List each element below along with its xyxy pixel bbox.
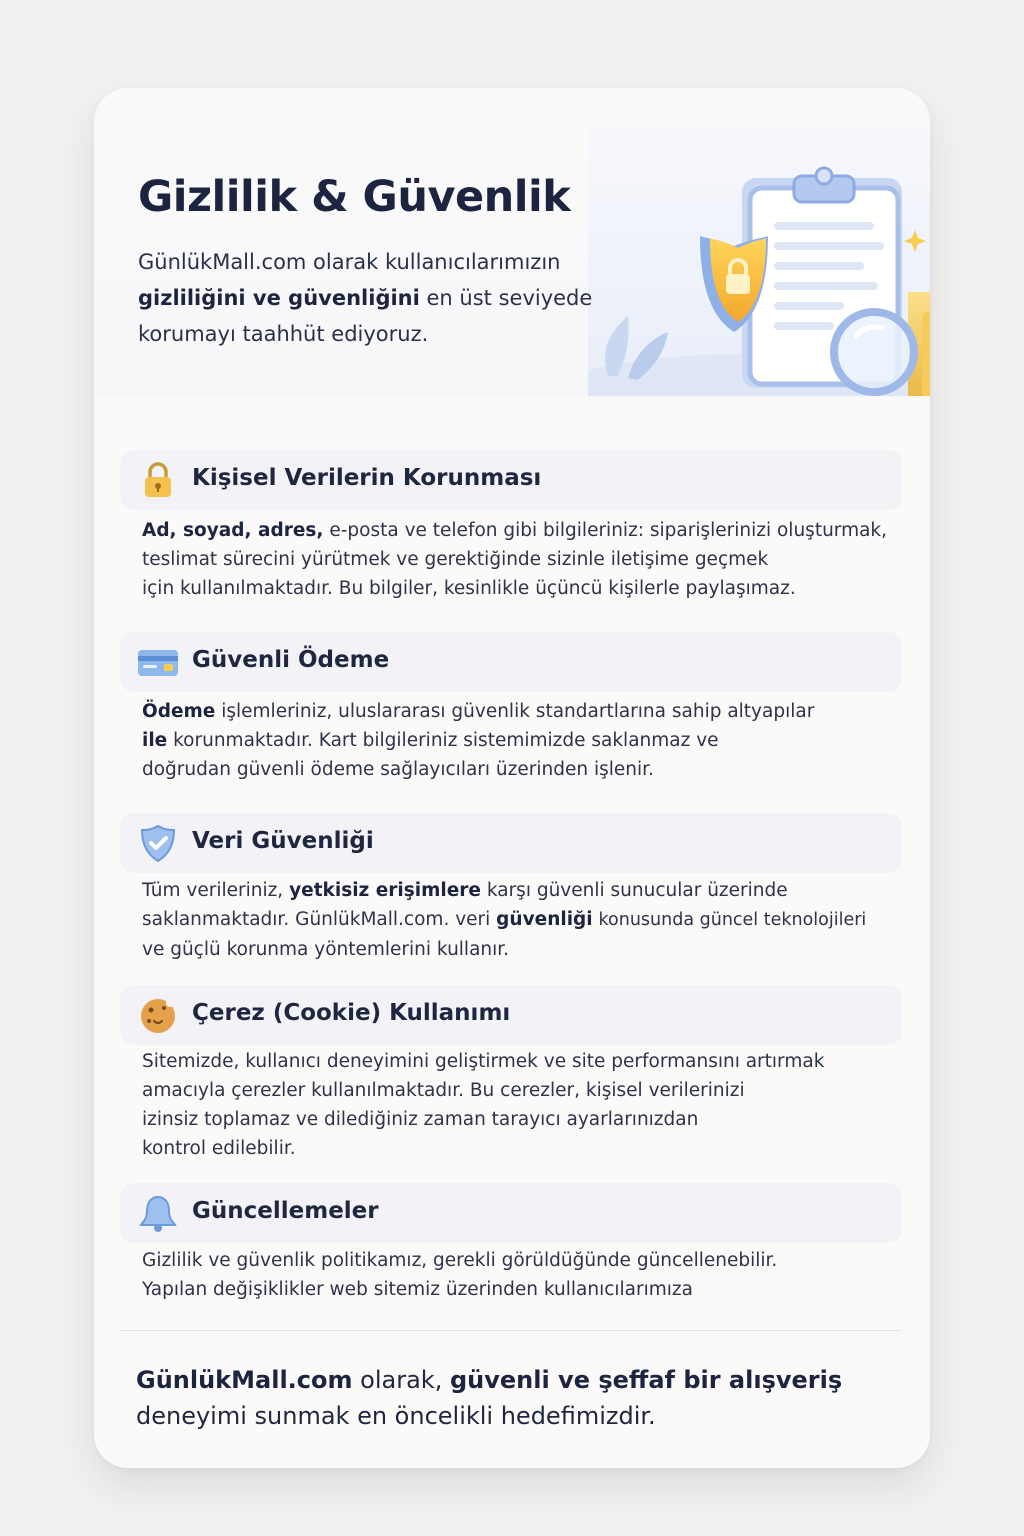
section-heading: Kişisel Verilerin Korunması xyxy=(192,465,542,491)
shield-check-icon xyxy=(136,823,180,863)
clipboard-security-illustration xyxy=(588,126,930,396)
section-heading: Güvenli Ödeme xyxy=(192,647,390,673)
body-line: ve güçlü korunma yöntemlerini kullanır. xyxy=(142,939,510,960)
page-title: Gizlilik & Güvenlik xyxy=(138,172,571,222)
intro-line-3: korumayı taahhüt ediyoruz. xyxy=(138,322,429,346)
section-body-personal-data xyxy=(142,516,912,603)
section-body-data-security xyxy=(142,876,912,964)
footer-divider xyxy=(120,1330,902,1331)
body-text: saklanmaktadır. GünlükMall.com. veri xyxy=(142,909,491,930)
body-line: için kullanılmaktadır. Bu bilgiler, kesinlikle üçüncü kişilerle paylaşımaz. xyxy=(142,578,796,599)
bold-text: yetkisiz erişimlere xyxy=(289,880,481,901)
section-heading: Güncellemeler xyxy=(192,1198,379,1224)
body-line: doğrudan güvenli ödeme sağlayıcıları üzerinden işlenir. xyxy=(142,759,654,780)
footer-line-2: deneyimi sunmak en öncelikli hedefimizdir. xyxy=(136,1402,656,1430)
body-line xyxy=(142,876,912,905)
body-line: Yapılan değişiklikler web sitemiz üzerinden kullanıcılarımıza xyxy=(142,1279,693,1300)
section-header-secure-payment xyxy=(120,632,902,692)
body-line xyxy=(142,905,912,935)
body-text: e-posta ve telefon gibi bilgileriniz: siparişlerinizi oluşturmak, xyxy=(329,520,888,541)
intro-rest: en üst seviyede xyxy=(426,286,593,310)
footer-bold: güvenli ve şeffaf bir alışveriş xyxy=(449,1366,843,1394)
bell-icon xyxy=(136,1193,180,1233)
body-line: kontrol edilebilir. xyxy=(142,1138,296,1159)
footer-line-1 xyxy=(136,1362,896,1398)
body-text: Tüm verileriniz, xyxy=(142,880,284,901)
body-text: konusunda güncel teknolojileri xyxy=(598,910,867,930)
bold-lead: Ad, soyad, adres, xyxy=(142,520,324,541)
bold-lead: ile xyxy=(142,730,168,751)
section-header-personal-data xyxy=(120,450,902,510)
intro-bold: gizliliğini ve güvenliğini xyxy=(138,286,420,310)
body-text: karşı güvenli sunucular üzerinde xyxy=(486,880,788,901)
body-line xyxy=(142,726,912,755)
privacy-card xyxy=(94,88,930,1468)
body-line: izinsiz toplamaz ve dilediğiniz zaman tarayıcı ayarlarınızdan xyxy=(142,1109,699,1130)
section-header-updates xyxy=(120,1183,902,1243)
section-body-updates xyxy=(142,1246,912,1304)
section-heading: Çerez (Cookie) Kullanımı xyxy=(192,1000,511,1026)
body-line: amacıyla çerezler kullanılmaktadır. Bu cerezler, kişisel verilerinizi xyxy=(142,1080,745,1101)
body-text: işlemleriniz, uluslararası güvenlik standartlarına sahip altyapılar xyxy=(221,701,815,722)
body-line: Gizlilik ve güvenlik politikamız, gerekli görüldüğünde güncellenebilir. xyxy=(142,1250,778,1271)
brand-name: GünlükMall.com xyxy=(136,1366,353,1394)
intro-line-2 xyxy=(138,280,618,316)
credit-card-icon xyxy=(136,642,180,682)
body-line xyxy=(142,697,912,726)
body-text: korunmaktadır. Kart bilgileriniz sistemimizde saklanmaz ve xyxy=(173,730,719,751)
cookie-icon xyxy=(136,995,180,1035)
intro-text xyxy=(138,244,618,352)
section-header-data-security xyxy=(120,813,902,873)
section-body-cookies xyxy=(142,1047,912,1163)
lock-icon xyxy=(136,460,180,500)
section-heading: Veri Güvenliği xyxy=(192,828,374,854)
bold-text: güvenliği xyxy=(496,909,593,930)
footer-statement xyxy=(136,1362,896,1434)
section-header-cookies xyxy=(120,985,902,1045)
section-body-secure-payment xyxy=(142,697,912,784)
footer-text: olarak, xyxy=(360,1366,443,1394)
body-line: Sitemizde, kullanıcı deneyimini geliştirmek ve site performansını artırmak xyxy=(142,1051,825,1072)
intro-line-1: GünlükMall.com olarak kullanıcılarımızın xyxy=(138,250,561,274)
body-line xyxy=(142,516,912,545)
bold-lead: Ödeme xyxy=(142,701,216,722)
body-line: teslimat sürecini yürütmek ve gerektiğinde sizinle iletişime geçmek xyxy=(142,549,769,570)
